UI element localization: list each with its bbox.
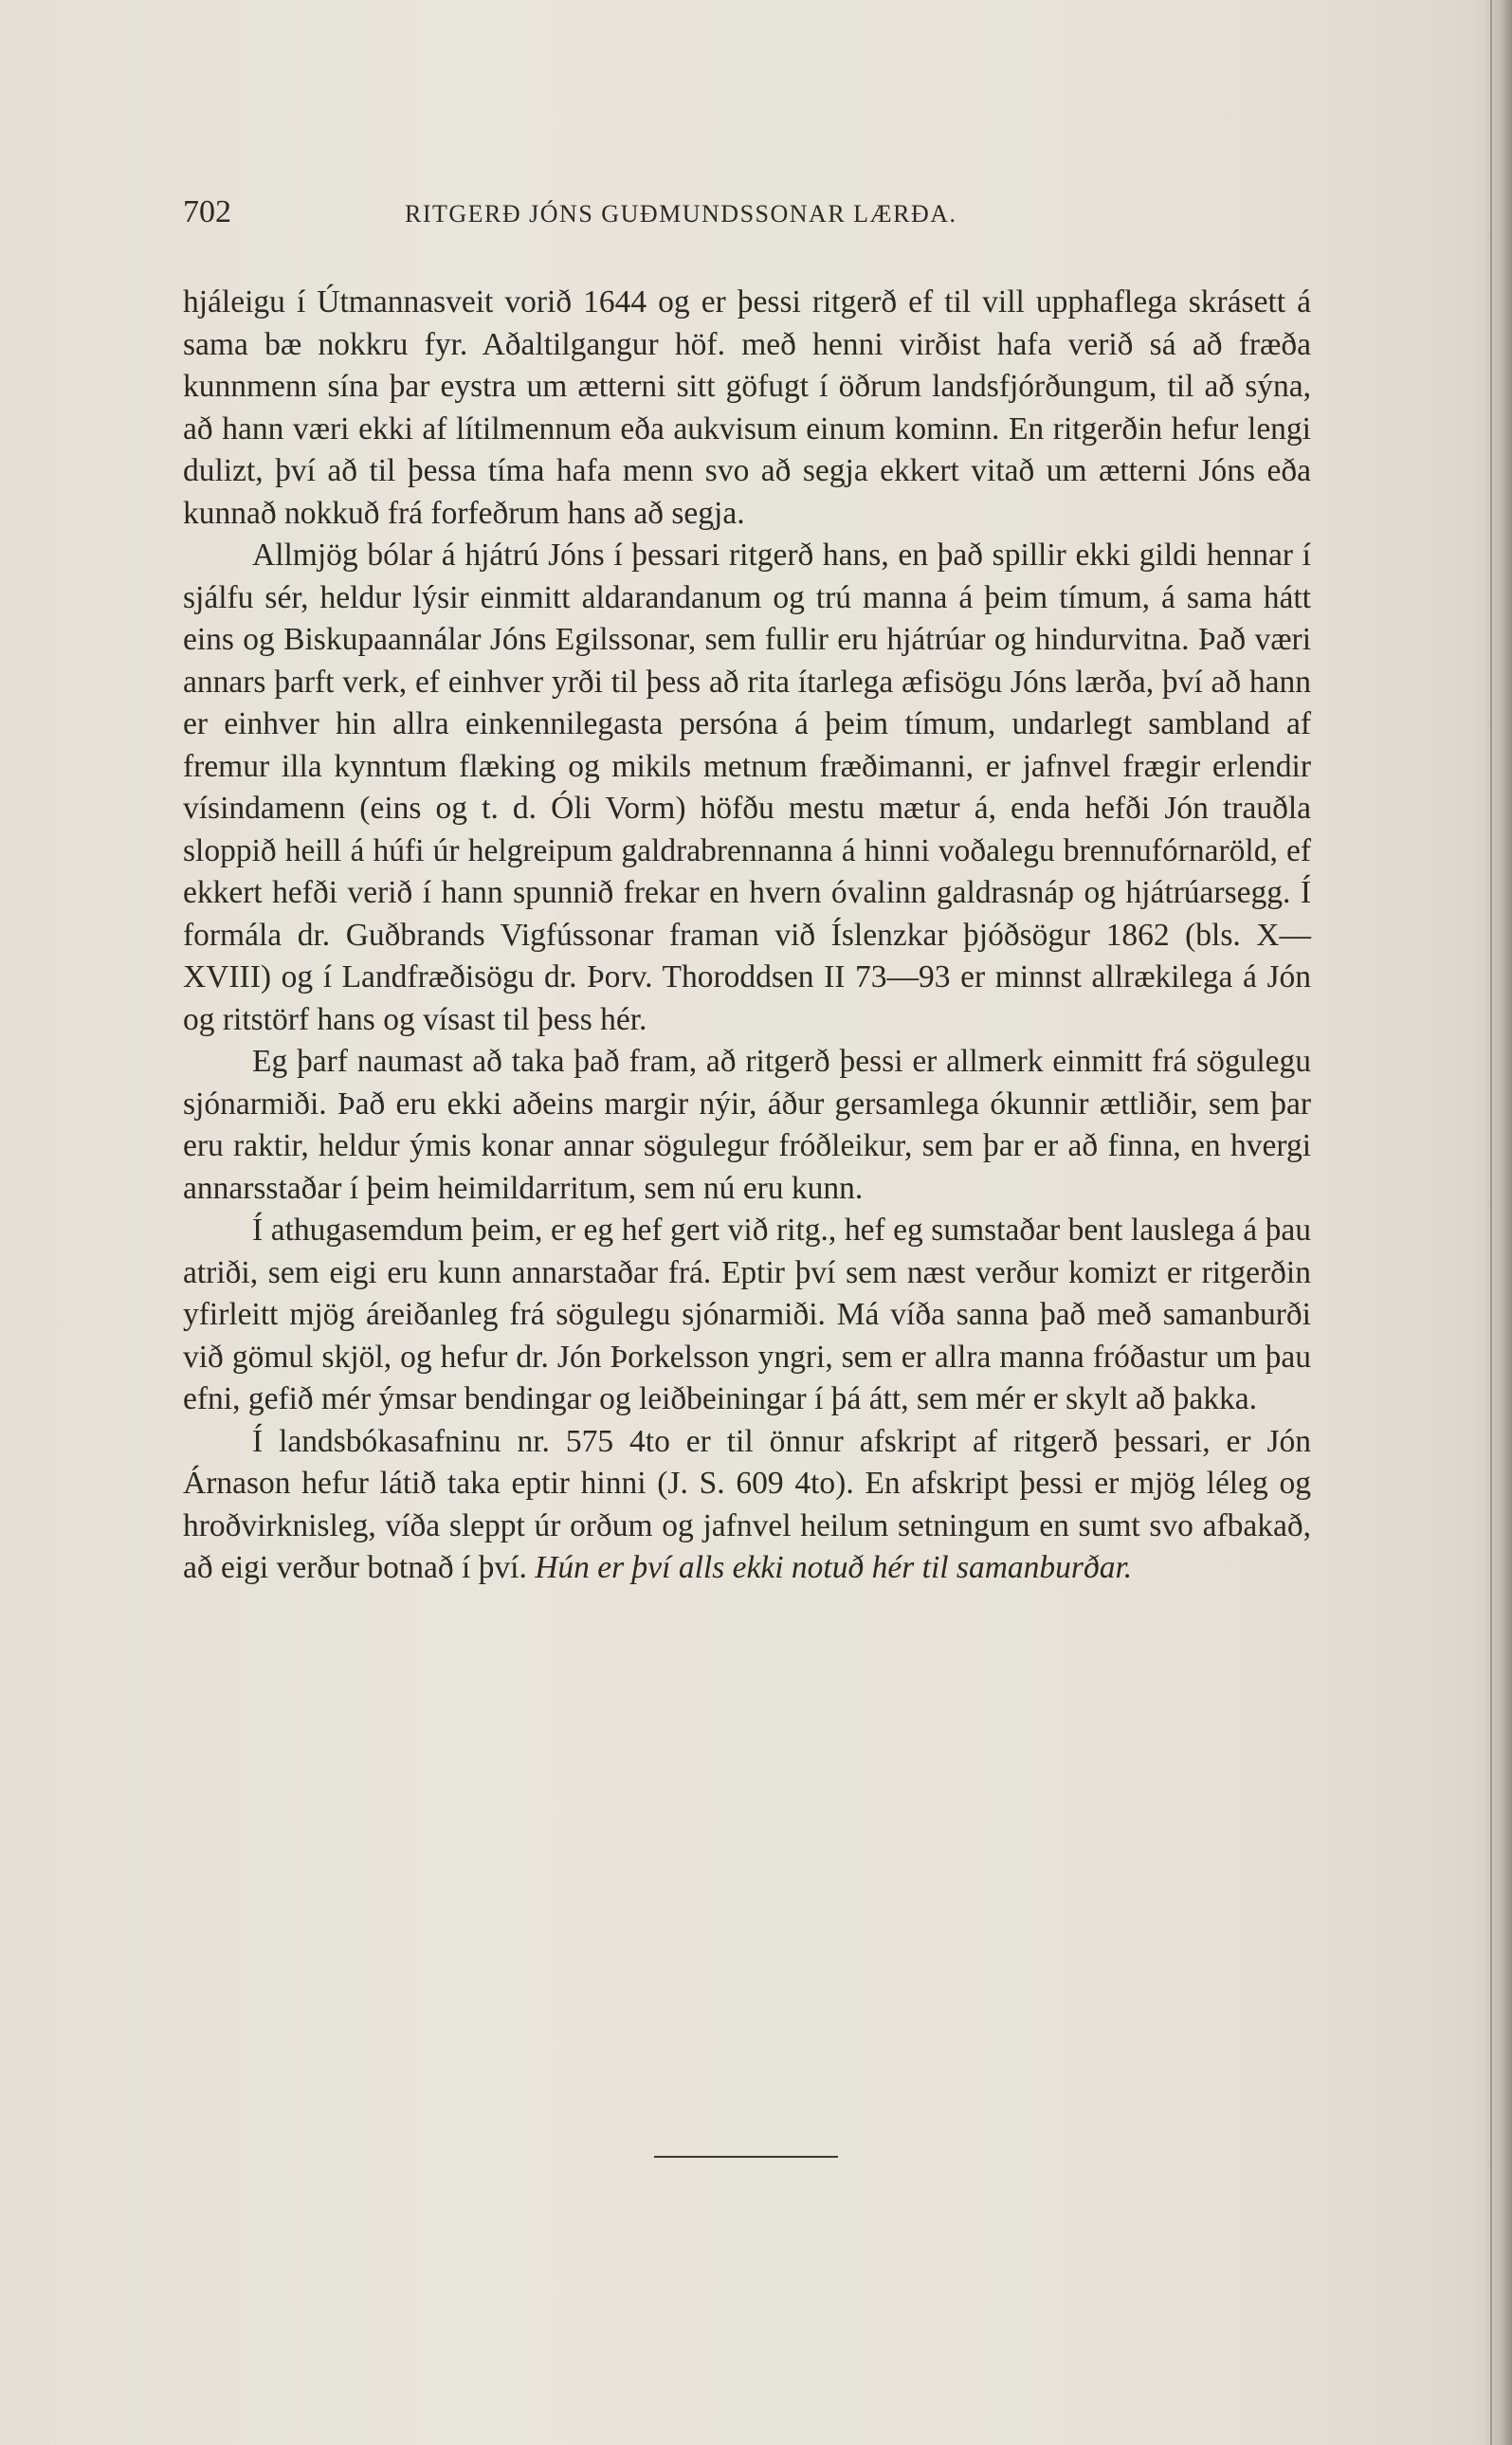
spine-fold	[1490, 0, 1492, 2445]
body-text	[183, 282, 1311, 1590]
paragraph-5-text: Í landsbókasafninu nr. 575 4to er til önnur afskript af ritgerð þessari, er Jón Árnason hefur látið taka eptir hinni (J. S. 609 4to). En afskript þessi er mjög léleg og hroðvirknisleg, víða sleppt úr orðum og jafnvel heilum setningum en sumt svo afbakað, að eigi verður botnað í því.	[183, 1423, 1311, 1585]
paragraph-5-italic: Hún er því alls ekki notuð hér til samanburðar.	[535, 1550, 1133, 1585]
paragraph-3: Eg þarf naumast að taka það fram, að ritgerð þessi er allmerk einmitt frá sögulegu sjónarmiði. Það eru ekki aðeins margir nýir, áður gersamlega ókunnir ættliðir, sem þar eru raktir, heldur ýmis konar annar sögulegur fróðleikur, sem þar er að finna, en hvergi annarsstaðar í þeim heimildarritum, sem nú eru kunn.	[183, 1044, 1311, 1206]
running-head: RITGERÐ JÓNS GUÐMUNDSSONAR LÆRÐA.	[405, 200, 957, 228]
paragraph-2: Allmjög bólar á hjátrú Jóns í þessari ritgerð hans, en það spillir ekki gildi hennar í sjálfu sér, heldur lýsir einmitt aldarandanum og trú manna á þeim tímum, á sama hátt eins og Biskupaannálar Jóns Egilssonar, sem fullir eru hjátrúar og hindurvitna. Það væri annars þarft verk, ef einhver yrði til þess að rita ítarlega æfisögu Jóns lærða, því að hann er einhver hin allra einkennilegasta persóna á þeim tímum, undarlegt sambland af fremur illa kynntum flæking og mikils metnum fræðimanni, er jafnvel frægir erlendir vísindamenn (eins og t. d. Óli Vorm) höfðu mestu mætur á, enda hefði Jón trauðla sloppið heill á húfi úr helgreipum galdrabrennanna á hinni voðalegu brennufórnaröld, ef ekkert hefði verið í hann spunnið frekar en hvern óvalinn galdrasnáp og hjátrúarsegg. Í formála dr. Guðbrands Vigfússonar framan við Íslenzkar þjóðsögur 1862 (bls. X—XVIII) og í Landfræðisögu dr. Þorv. Thoroddsen II 73—93 er minnst allrækilega á Jón og ritstörf hans og vísast til þess hér.	[183, 538, 1311, 1037]
paragraph-4: Í athugasemdum þeim, er eg hef gert við ritg., hef eg sumstaðar bent lauslega á þau atriði, sem eigi eru kunn annarstaðar frá. Eptir því sem næst verður komizt er ritgerðin yfirleitt mjög áreiðanleg frá sögulegu sjónarmiði. Má víða sanna það með samanburði við gömul skjöl, og hefur dr. Jón Þorkelsson yngri, sem er allra manna fróðastur um þau efni, gefið mér ýmsar bendingar og leiðbeiningar í þá átt, sem mér er skylt að þakka.	[183, 1213, 1311, 1416]
spine-shadow	[1484, 0, 1512, 2445]
paragraph-1: hjáleigu í Útmannasveit vorið 1644 og er þessi ritgerð ef til vill upphaflega skrásett á sama bæ nokkru fyr. Aðaltilgangur höf. með henni virðist hafa verið sá að fræða kunnmenn sína þar eystra um ætterni sitt göfugt í öðrum landsfjórðungum, til að sýna, að hann væri ekki af lítilmennum eða aukvisum einum kominn. En ritgerðin hefur lengi dulizt, því að til þessa tíma hafa menn svo að segja ekkert vitað um ætterni Jóns eða kunnað nokkuð frá forfeðrum hans að segja.	[183, 284, 1311, 531]
page-number: 702	[183, 194, 231, 229]
footer-rule	[654, 2156, 838, 2158]
page-header	[183, 194, 1306, 242]
paragraph-5	[183, 1421, 1311, 1590]
